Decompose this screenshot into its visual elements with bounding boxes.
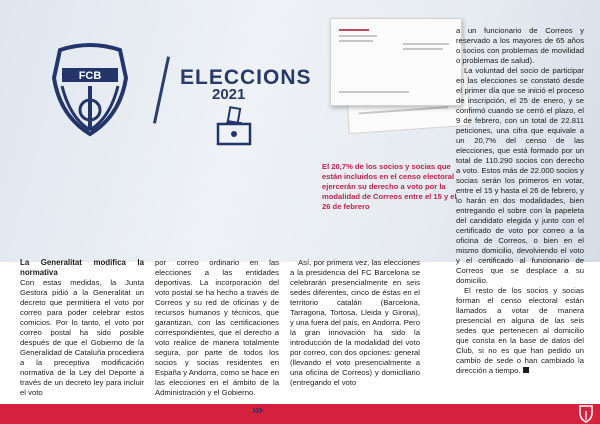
crest-initials: FCB: [78, 70, 102, 82]
paragraph: Con estas medidas, la Junta Gestora pidió a la Generalitat un decreto que permitiera el voto por correo para poder celebrar estos comicios. Por lo tanto, el voto por correo postal ha sido posible después de que el Gobierno de la Generalidad de Cataluña procediera a la preceptiva modificación normativa de la Ley del Deporte a través de un decreto ley para incluir el voto: [20, 278, 144, 397]
article-column-4: [456, 26, 584, 376]
envelope-line: [339, 40, 373, 42]
photo-caption: El 20,7% de los socios y socias que están incluidos en el censo electoral ejercerán su derecho a voto por la modalidad de Correos entre el 15 y el 26 de febrero: [322, 162, 457, 211]
article-column-1: [20, 258, 144, 398]
poster-year: 2021: [212, 86, 246, 103]
fcb-crest-icon: [40, 38, 140, 138]
paragraph: [456, 286, 584, 376]
envelope-front: [330, 18, 462, 106]
footer-bar: [0, 404, 600, 424]
envelope-line: [403, 48, 443, 50]
envelope-line: [339, 91, 409, 93]
paragraph: por correo ordinario en las elecciones a las entidades deportivas. La incorporación del voto postal se ha hecho a través de Correos y su red de oficinas y de recursos humanos y técnicos, que garantizan, con las certificaciones correspondientes, que el derecho a voto realice de manera totalmente segura, por parte de todos los socios y socias residentes en España y Andorra, como se hace en las elecciones en el ámbito de la Administración y el Gobierno.: [155, 258, 279, 397]
paragraph: Así, por primera vez, las elecciones a la presidencia del FC Barcelona se celebrarán presencialmente en seis sedes diferentes, cinco de éstas en el territorio catalán (Barcelona, Tarragona, Tortosa, Lleida y Girona), y una fuera del país, en Andorra. Pero la gran innovación ha sido la introducción de la modalidad del voto por correo, con dos opciones: general (llevando el voto presencialmente a una oficina de Correos) y domiciliario (entregando el voto: [290, 258, 420, 387]
paragraph: a un funcionario de Correos y reservado a los mayores de 65 años o socios con problemas de movilidad o problemas de salud).: [456, 26, 584, 65]
chevron-right-icon: ›››: [252, 402, 262, 417]
envelope-line: [339, 29, 369, 31]
paragraph: La voluntad del socio de participar en las elecciones se constató desde el primer día que se inició el proceso de inscripción, el 25 de enero, y se confirmó cuando se cerró el plazo, el 9 de febrero, con un total de 22.811 peticiones, una cifra que equivale a un 20,7% del censo de las elecciones, que está formado por un total de 110.290 socios con derecho a voto. Estos más de 22.000 socios y socias serán los primeros en votar, entre el 15 y hasta el 26 de febrero, y lo harán en dos modalidades, bien entregando el sobre con la papeleta del candidato elegida y junto con el certificado de voto por correo a la oficina de Correos, o bien en el mismo domicilio, devolviendo el voto y el certificado al funcionario de Correos que se desplace a su domicilio.: [456, 66, 584, 285]
envelope-line: [339, 35, 377, 37]
envelope-line: [403, 43, 449, 45]
paragraph-text: El resto de los socios y socias forman el censo electoral están llamados a votar de manera presencial en alguna de las seis sedes que pertenecen al domicilio que consta en la base de datos del Club, si no es que han pedido un cambio de sede o han cambiado la dirección a tiempo.: [456, 286, 584, 375]
envelope-line: [359, 106, 449, 114]
end-mark-icon: [523, 367, 529, 373]
ballot-box-icon: [212, 104, 256, 148]
article-column-2: [155, 258, 279, 398]
subheading: La Generalitat modifica la normativa: [20, 258, 144, 277]
article-column-3: [290, 258, 420, 388]
fcb-badge-icon: [578, 405, 594, 423]
poster-title: ELECCIONS: [180, 66, 312, 89]
poster-divider: [153, 56, 170, 123]
